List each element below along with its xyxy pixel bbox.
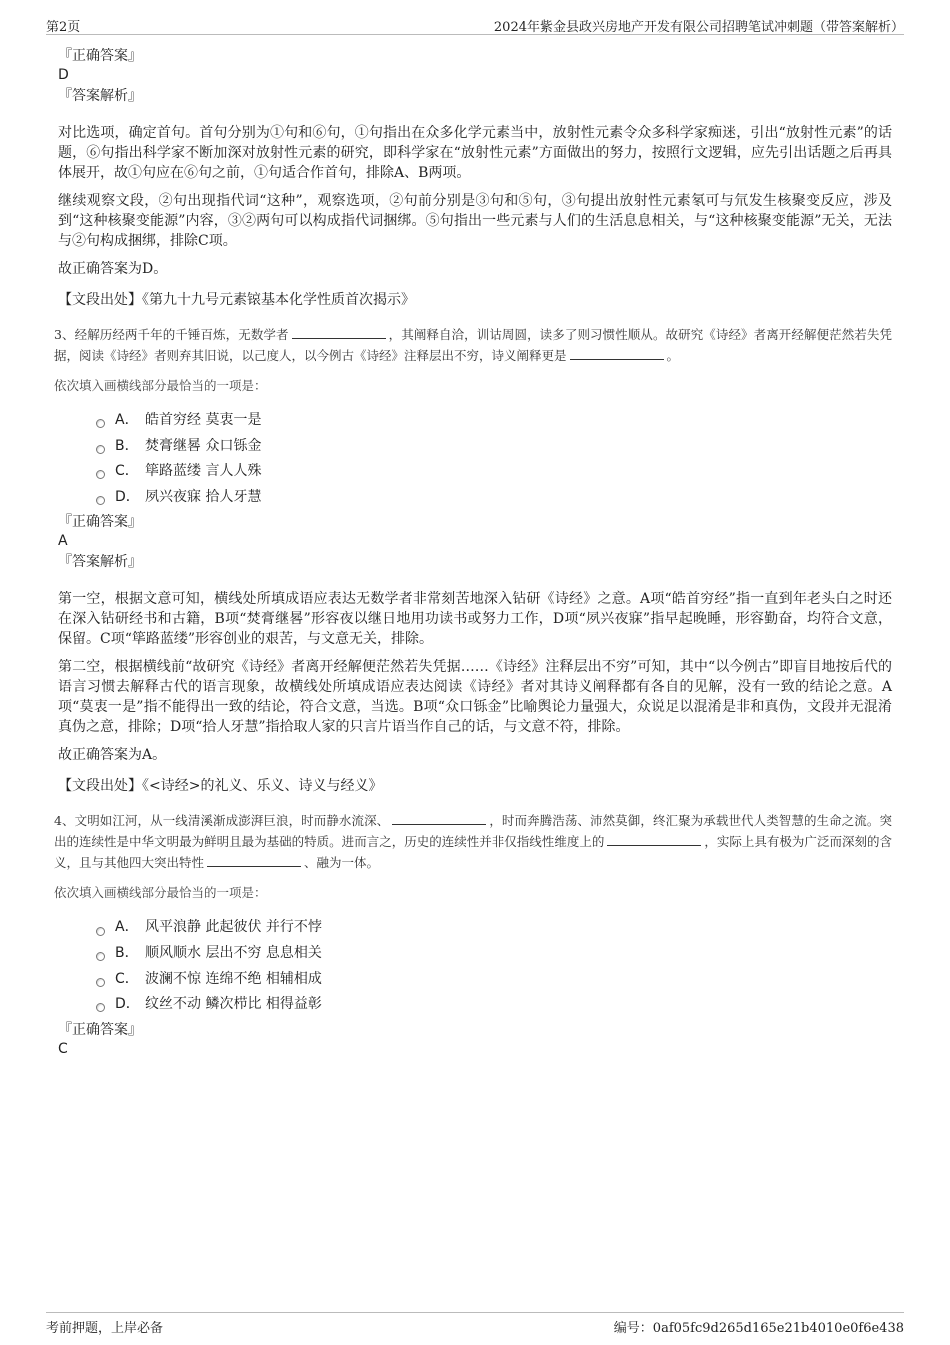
answer-value: C: [58, 1040, 68, 1057]
page-footer: [46, 1312, 904, 1337]
document-id: 编号：0af05fc9d265d165e21b4010e0f6e438: [613, 1321, 904, 1336]
page-number: 第2页: [46, 20, 81, 35]
analysis-label: 『答案解析』: [58, 554, 142, 571]
answer-label: 『正确答案』: [58, 514, 142, 531]
fill-blank: [292, 326, 386, 339]
answer-value: D: [58, 67, 69, 83]
question-3-text: 3、经解历经两千年的千锤百炼，无数学者 ，其阐释自洽，训诂周圆，读多了则习惯性顺从。故研究《诗经》者离开经解便茫然若失凭据，阅读《诗经》者则弃其旧说，以己度人，以今例古《诗经》注释层出不穷，诗义阐释更是 。: [54, 327, 892, 363]
question-instruction: 依次填入画横线部分最恰当的一项是：: [54, 885, 267, 901]
radio-button[interactable]: [96, 445, 105, 454]
radio-button[interactable]: [96, 978, 105, 987]
radio-button[interactable]: [96, 419, 105, 428]
question-instruction: 依次填入画横线部分最恰当的一项是：: [54, 378, 267, 393]
option-a[interactable]: A． 皓首穷经 莫衷一是: [96, 408, 892, 434]
radio-button[interactable]: [96, 1003, 105, 1012]
option-b[interactable]: B． 焚膏继晷 众口铄金: [96, 434, 892, 460]
source-citation: 【文段出处】《第九十九号元素锿基本化学性质首次揭示》: [58, 292, 415, 308]
analysis-conclusion: 故正确答案为A。: [58, 747, 167, 764]
option-list: [96, 408, 892, 510]
source-citation: 【文段出处】《<诗经>的礼义、乐义、诗义与经义》: [58, 778, 383, 795]
option-c[interactable]: C． 波澜不惊 连绵不绝 相辅相成: [96, 967, 892, 993]
analysis-paragraph: 继续观察文段，②句出现指代词“这种”，观察选项，②句前分别是③句和⑤句，③句提出放射性元素氡可与氘发生核聚变反应，涉及到“这种核聚变能源”内容，③②两句可以构成指代词捆绑。⑤句指出一些元素与人们的生活息息相关，与“这种核聚变能源”无关，无法与②句构成捆绑，排除C项。: [58, 193, 892, 249]
option-d[interactable]: D． 纹丝不动 鳞次栉比 相得益彰: [96, 992, 892, 1018]
analysis-paragraph: 对比选项，确定首句。首句分别为①句和⑥句，①句指出在众多化学元素当中，放射性元素令众多科学家痴迷，引出“放射性元素”的话题，⑥句指出科学家不断加深对放射性元素的研究，即科学家在“放射性元素”方面做出的努力，按照行文逻辑，应先引出话题之后再具体展开，故①句应在⑥句之前，①句适合作首句，排除A、B两项。: [58, 125, 892, 181]
analysis-conclusion: 故正确答案为D。: [58, 261, 168, 277]
answer-label: 『正确答案』: [58, 1021, 142, 1038]
option-b[interactable]: B． 顺风顺水 层出不穷 息息相关: [96, 941, 892, 967]
fill-blank: [207, 854, 301, 867]
radio-button[interactable]: [96, 496, 105, 505]
analysis-paragraph: 第一空，根据文意可知，横线处所填成语应表达无数学者非常刻苦地深入钻研《诗经》之意。A项“皓首穷经”指一直到年老头白之时还在深入钻研经书和古籍，B项“焚膏继晷”形容夜以继日地用功读书或努力工作，D项“夙兴夜寐”指早起晚睡，形容勤奋，均符合文意，保留。C项“筚路蓝缕”形容创业的艰苦，与文意无关，排除。: [58, 591, 892, 648]
answer-label: 『正确答案』: [58, 48, 142, 64]
document-title: 2024年紫金县政兴房地产开发有限公司招聘笔试冲刺题（带答案解析）: [493, 20, 904, 35]
radio-button[interactable]: [96, 470, 105, 479]
option-d[interactable]: D． 夙兴夜寐 拾人牙慧: [96, 485, 892, 511]
radio-button[interactable]: [96, 927, 105, 936]
fill-blank: [392, 812, 486, 825]
option-c[interactable]: C． 筚路蓝缕 言人人殊: [96, 459, 892, 485]
footer-slogan: 考前押题，上岸必备: [46, 1321, 164, 1336]
option-list: [96, 915, 892, 1017]
answer-value: A: [58, 533, 68, 550]
page-content: [54, 46, 892, 1058]
fill-blank: [607, 833, 701, 846]
fill-blank: [570, 347, 664, 360]
analysis-label: 『答案解析』: [58, 88, 142, 104]
page-header: [46, 14, 904, 35]
analysis-paragraph: 第二空，根据横线前“故研究《诗经》者离开经解便茫然若失凭据……《诗经》注释层出不穷”可知，其中“以今例古”即盲目地按后代的语言习惯去解释古代的语言现象，故横线处所填成语应表达阅读《诗经》者对其诗义阐释都有各自的见解，没有一致的结论之意。A项“莫衷一是”指不能得出一致的结论，符合文意，当选。B项“众口铄金”比喻舆论力量强大，众说足以混淆是非和真伪，文段并无混淆真伪之意，排除；D项“拾人牙慧”指拾取人家的只言片语当作自己的话，与文意不符，排除。: [58, 659, 892, 736]
radio-button[interactable]: [96, 952, 105, 961]
option-a[interactable]: A． 风平浪静 此起彼伏 并行不悖: [96, 915, 892, 941]
question-4-text: 4、文明如江河，从一线清溪渐成澎湃巨浪，时而静水流深、 ，时而奔腾浩荡、沛然莫御，终汇聚为承载世代人类智慧的生命之流。突出的连续性是中华文明最为鲜明且最为基础的特质。进而言之，历史的连续性并非仅指线性维度上的 ，实际上具有极为广泛而深刻的含义，且与其他四大突出特性 、融为一体。: [54, 813, 892, 871]
